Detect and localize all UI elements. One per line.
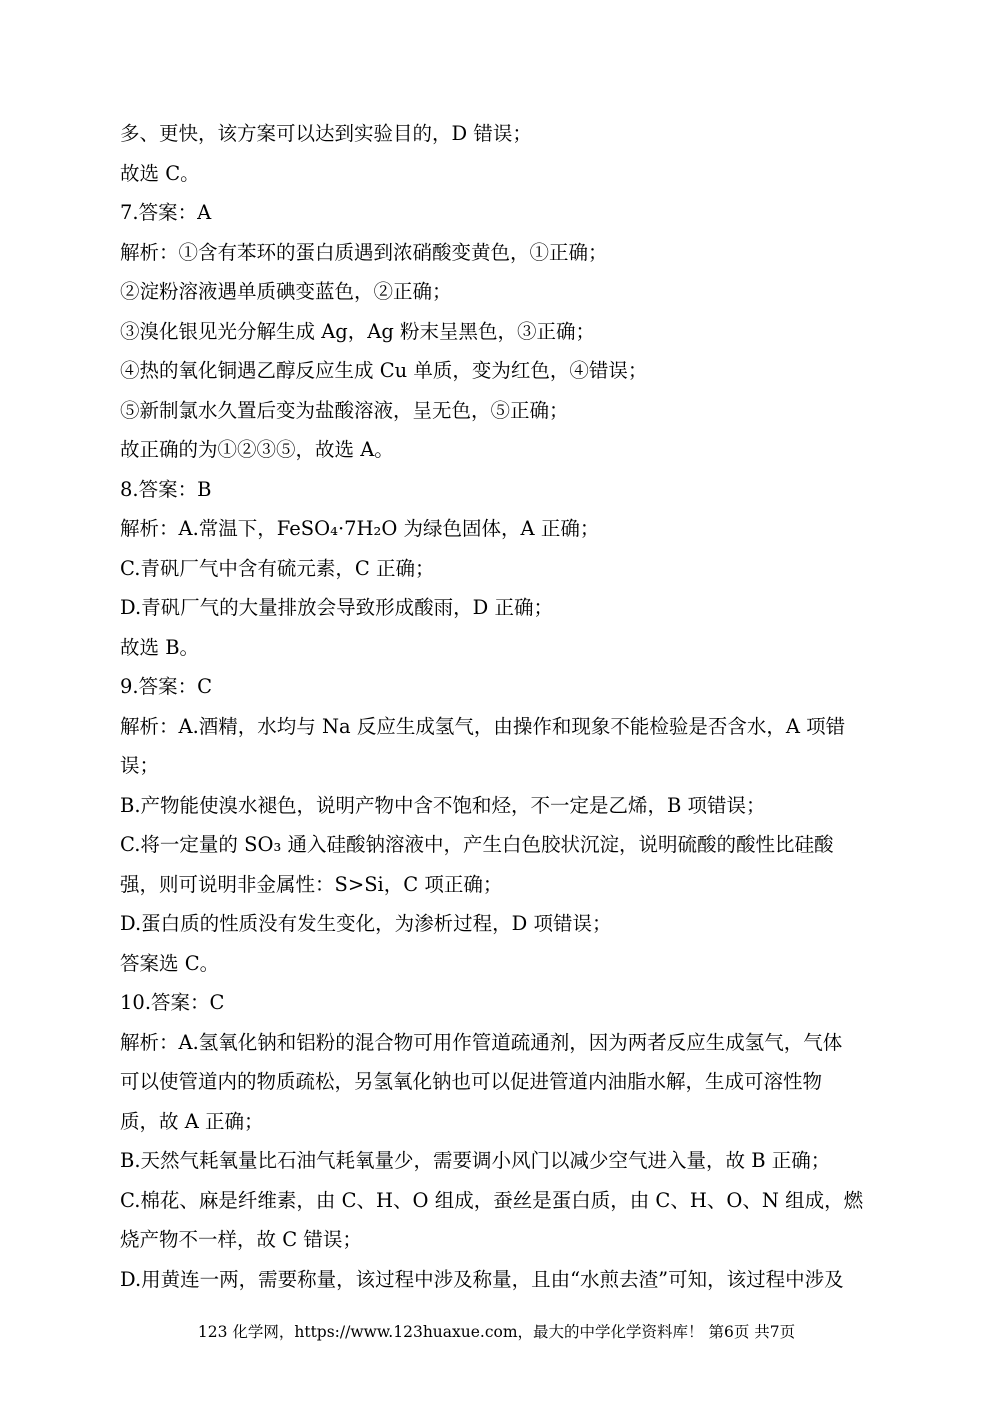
text-line: B.产物能使溴水褪色，说明产物中含不饱和烃，不一定是乙烯，B 项错误； (120, 793, 766, 817)
question-heading: 9.答案：C (120, 675, 213, 698)
text-line: ⑤新制氯水久置后变为盐酸溶液，呈无色，⑤正确； (120, 398, 569, 422)
text-line: 答案选 C。 (120, 951, 220, 975)
text-line: B.天然气耗氧量比石油气耗氧量少，需要调小风门以减少空气进入量，故 B 正确； (120, 1149, 831, 1172)
text-line: 强，则可说明非金属性：S>Si，C 项正确； (120, 872, 503, 896)
text-line: 故正确的为①②③⑤，故选 A。 (120, 438, 394, 461)
page-footer: 123 化学网，https://www.123huaxue.com，最大的中学化学资料库！ 第6页 共7页 (197, 1323, 796, 1341)
text-line: 质，故 A 正确； (120, 1109, 264, 1133)
text-line: 故选 B。 (120, 635, 200, 659)
text-line: C.棉花、麻是纤维素，由 C、H、O 组成，蚕丝是蛋白质，由 C、H、O、N 组成，燃 (120, 1188, 864, 1212)
text-line: ②淀粉溶液遇单质碘变蓝色，②正确； (120, 280, 452, 303)
text-line: 误； (120, 754, 160, 777)
question-heading: 7.答案：A (120, 201, 212, 224)
question-heading: 10.答案：C (120, 991, 225, 1014)
text-line: C.青矾厂气中含有硫元素，C 正确； (120, 556, 435, 580)
text-line: 可以使管道内的物质疏松，另氢氧化钠也可以促进管道内油脂水解，生成可溶性物 (120, 1070, 823, 1093)
text-line: 解析：A.常温下，FeSO₄·7H₂O 为绿色固体，A 正确； (120, 517, 600, 540)
text-line: C.将一定量的 SO₃ 通入硅酸钠溶液中，产生白色胶状沉淀，说明硫酸的酸性比硅酸 (120, 833, 834, 856)
document-body (120, 114, 865, 1299)
text-line: D.蛋白质的性质没有发生变化，为渗析过程，D 项错误； (120, 912, 612, 935)
question-heading: 8.答案：B (120, 477, 212, 501)
text-line: 烧产物不一样，故 C 错误； (120, 1228, 362, 1251)
text-line: 故选 C。 (120, 161, 200, 185)
text-line: 解析：①含有苯环的蛋白质遇到浓硝酸变黄色，①正确； (120, 240, 608, 264)
text-line: 多、更快，该方案可以达到实验目的，D 错误； (120, 122, 532, 145)
text-line: D.青矾厂气的大量排放会导致形成酸雨，D 正确； (120, 596, 553, 619)
text-line: 解析：A.氢氧化钠和铝粉的混合物可用作管道疏通剂，因为两者反应生成氢气，气体 (120, 1030, 843, 1054)
text-line: ④热的氧化铜遇乙醇反应生成 Cu 单质，变为红色，④错误； (120, 359, 648, 382)
text-line: D.用黄连一两，需要称量，该过程中涉及称量，且由“水煎去渣”可知，该过程中涉及 (120, 1267, 844, 1291)
text-line: 解析：A.酒精，水均与 Na 反应生成氢气，由操作和现象不能检验是否含水，A 项错 (120, 714, 846, 738)
text-line: ③溴化银见光分解生成 Ag，Ag 粉末呈黑色，③正确； (120, 319, 596, 343)
